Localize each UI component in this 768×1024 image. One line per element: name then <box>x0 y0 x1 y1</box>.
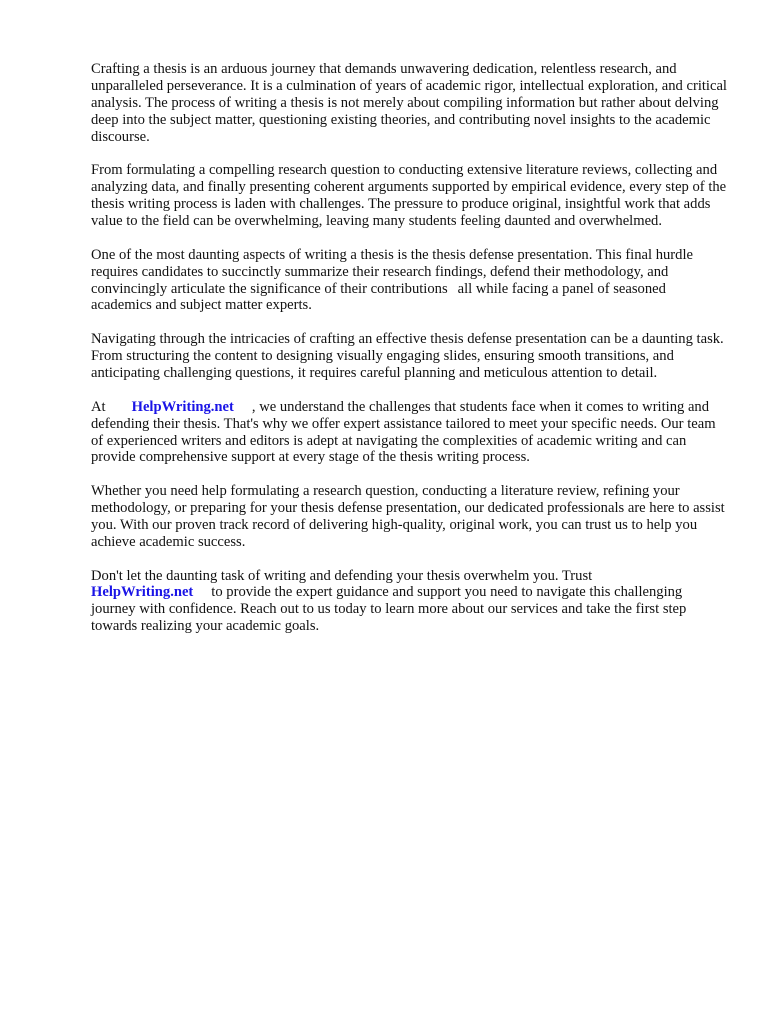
paragraph-defense <box>91 247 727 315</box>
document-page <box>91 61 727 652</box>
paragraph-defense-text-before: One of the most daunting aspects of writing a thesis is the thesis defense presentation. This final hurdle requires candidates to succinctly summarize their research findings, defend their methodology, and convincingly articulate the significance of their contributions <box>91 246 693 297</box>
paragraph-closing <box>91 568 727 636</box>
paragraph-service <box>91 399 727 467</box>
paragraph-service-text-before: At <box>91 398 106 415</box>
paragraph-challenges: From formulating a compelling research question to conducting extensive literature reviews, collecting and analyzing data, and finally presenting coherent arguments supported by empirical evidence, every step of the thesis writing process is laden with challenges. The pressure to produce original, insightful work that adds value to the field can be overwhelming, leaving many students feeling daunted and overwhelmed. <box>91 162 727 230</box>
paragraph-service-text-after: , we understand the challenges that students face when it comes to writing and defending their thesis. That's why we offer expert assistance tailored to meet your specific needs. Our team of experienced writers and editors is adept at navigating the complexities of academic writing and can provide comprehensive support at every stage of the thesis writing process. <box>91 398 716 466</box>
paragraph-help: Whether you need help formulating a research question, conducting a literature review, refining your methodology, or preparing for your thesis defense presentation, our dedicated professionals are here to assist you. With our proven track record of delivering high-quality, original work, you can trust us to help you achieve academic success. <box>91 483 725 550</box>
paragraph-closing-text-after: to provide the expert guidance and support you need to navigate this challenging journey with confidence. Reach out to us today to learn more about our services and take the first step towards realizing your academic goals. <box>91 584 687 635</box>
brand-link-1[interactable]: HelpWriting.net <box>131 398 234 415</box>
paragraph-navigating: Navigating through the intricacies of crafting an effective thesis defense presentation can be a daunting task. From structuring the content to designing visually engaging slides, ensuring smooth transitions, and anticipating challenging questions, it requires careful planning and meticulous attention to detail. <box>91 331 724 381</box>
paragraph-intro: Crafting a thesis is an arduous journey that demands unwavering dedication, relentless research, and unparalleled perseverance. It is a culmination of years of academic rigor, intellectual exploration, and critical analysis. The process of writing a thesis is not merely about compiling information but rather about delving deep into the subject matter, questioning existing theories, and contributing novel insights to the academic discourse. <box>91 61 727 145</box>
paragraph-closing-text-before: Don't let the daunting task of writing and defending your thesis overwhelm you. Trust <box>91 567 593 584</box>
brand-link-2[interactable]: HelpWriting.net <box>91 584 194 601</box>
paragraph-defense-text-after: all while facing a panel of seasoned academics and subject matter experts. <box>91 280 666 314</box>
